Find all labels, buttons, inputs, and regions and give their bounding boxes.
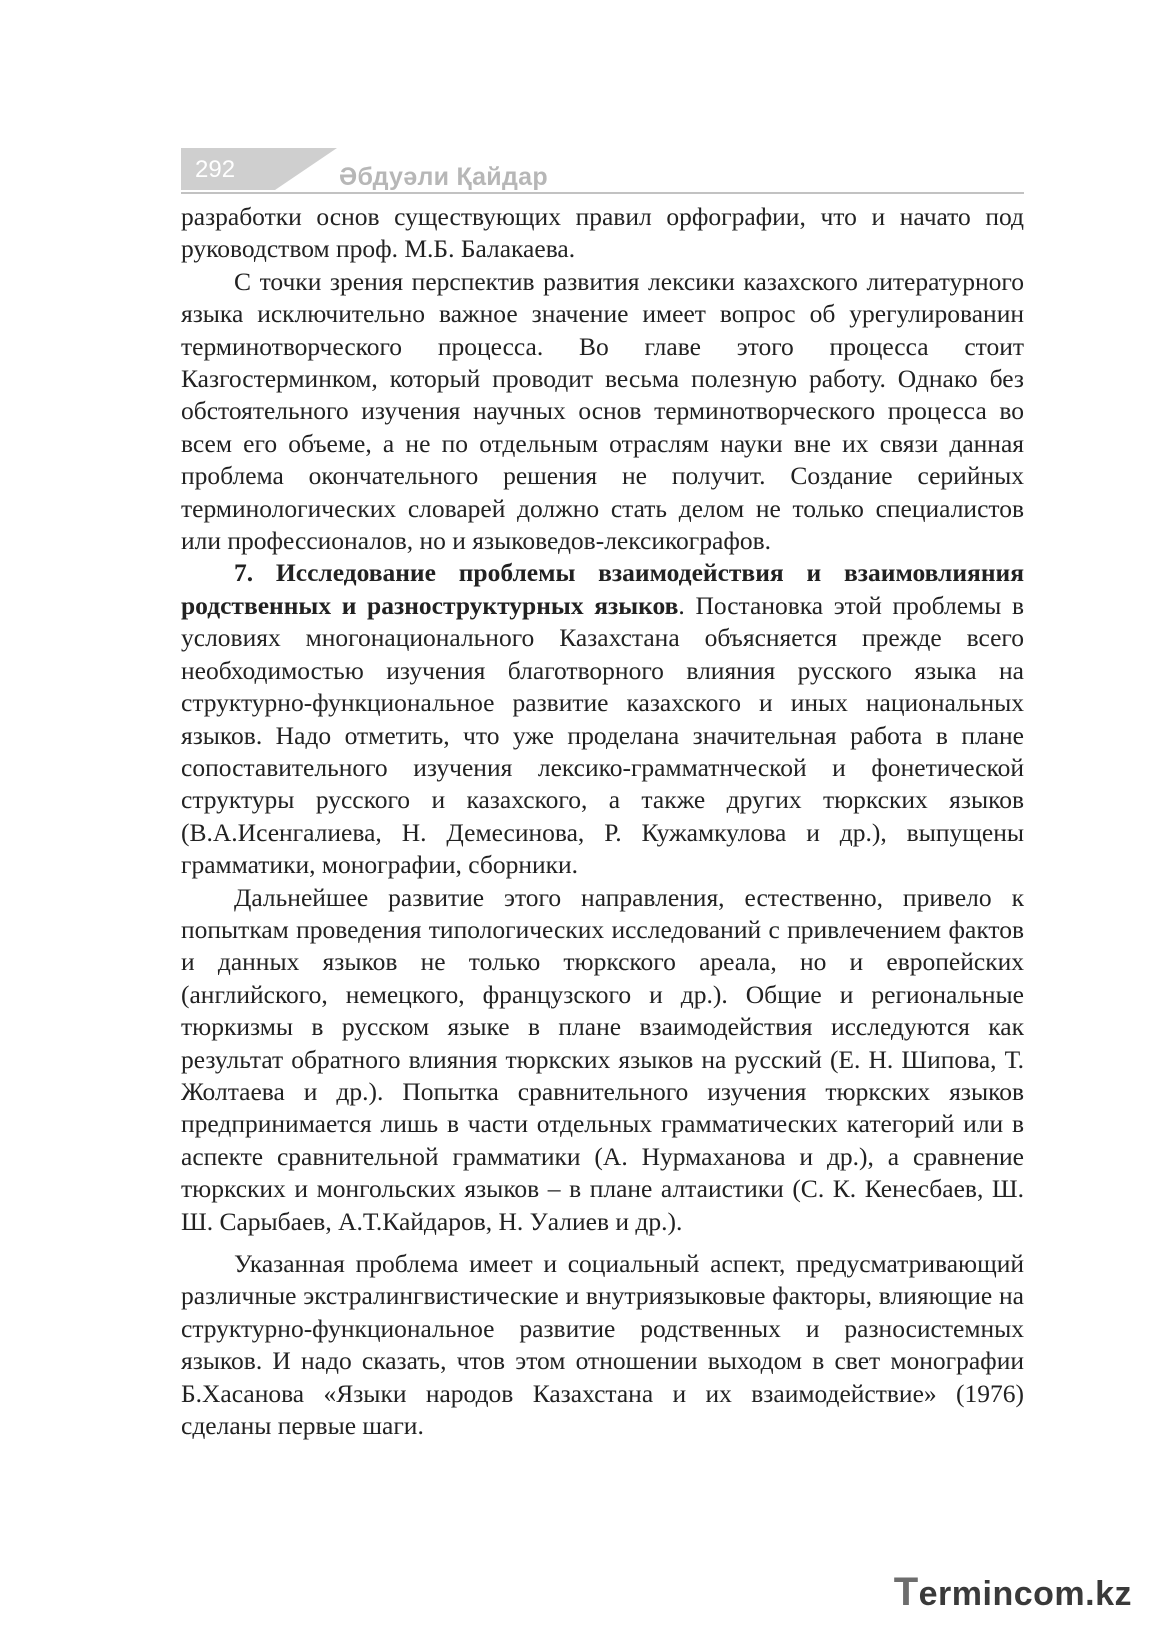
paragraph-typology: Дальнейшее развитие этого направления, естественно, привело к попыткам проведения типологических исследований с привлечением фактов и данных языков не только тюркского ареала, но и европейских (английского, немецкого, французского и др.). Общие и региональные тюркизмы в русском языке в плане взаимодействия исследуются как результат обратного влияния тюркских языков на русский (Е. Н. Шипова, Т. Жолтаева и др.). Попытка сравнительного изучения тюркских языков предпринимается лишь в части отдельных грамматических категорий или в аспекте сравнительной грамматики (А. Нурмаханова и др.), а сравнение тюркских и монгольских языков – в плане алтаистики (С. К. Кенесбаев, Ш. Ш. Сарыбаев, А.Т.Кайдаров, Н. Уалиев и др.). (181, 882, 1024, 1236)
body-text (181, 201, 1024, 1442)
page-header (181, 143, 1024, 195)
watermark-text: ermincom.kz (918, 1575, 1132, 1613)
section-7-text: . Постановка этой проблемы в условиях многонационального Казахстана объясняется прежде всего необходимостью изучения благотворного влияния русского языка на структурно-функциональное развитие казахского и иных национальных языков. Надо отметить, что уже проделана значительная работа в плане сопоставительного изучения лексико-грамматнческой и фонетической структуры русского и казахского, а также других тюркских языков (В.А.Исенгалиева, Н. Демесинова, Р. Кужамкулова и др.), выпущены грамматики, монографии, сборники. (181, 590, 1024, 880)
header-rule (181, 192, 1024, 194)
paragraph-continuation: разработки основ существующих правил орфографии, что и начато под руководством проф. М.Б. Балакаева. (181, 202, 1024, 264)
page-number-tab (181, 148, 275, 190)
site-watermark (894, 1570, 1132, 1615)
running-head-author: Әбдуәли Қайдар (339, 163, 548, 191)
page-number: 292 (195, 156, 236, 183)
watermark-logo-letter: T (893, 1570, 919, 1614)
paragraph-terminology: С точки зрения перспектив развития лексики казахского литературного языка исключительно важное значение имеет вопрос об урегулированин терминотворческого процесса. Во главе этого процесса стоит Казгостерминком, который проводит весьма полезную работу. Однако без обстоятельного изучения научных основ терминотворческого процесса во всем его объеме, а не по отдельным отраслям науки вне их связи данная проблема окончательного решения не получит. Создание серийных терминологических словарей должно стать делом не только специалистов или профессионалов, но и языковедов-лексикографов. (181, 266, 1024, 556)
section-heading-7: 7. Исследование проблемы взаимодействия и взаимовлияния родственных и разноструктурных языков (181, 558, 1024, 620)
paragraph-social-aspect: Указанная проблема имеет и социальный аспект, предусматривающий различные экстралингвистические и внутриязыковые факторы, влияющие на структурно-функциональное развитие родственных и разносистемных языков. И надо сказать, чтов этом отношении выходом в свет монографии Б.Хасанова «Языки народов Казахстана и их взаимодействие» (1976) сделаны первые шаги. (181, 1249, 1024, 1441)
paragraph-section-7 (181, 557, 1024, 881)
header-tab-wedge (275, 148, 337, 190)
